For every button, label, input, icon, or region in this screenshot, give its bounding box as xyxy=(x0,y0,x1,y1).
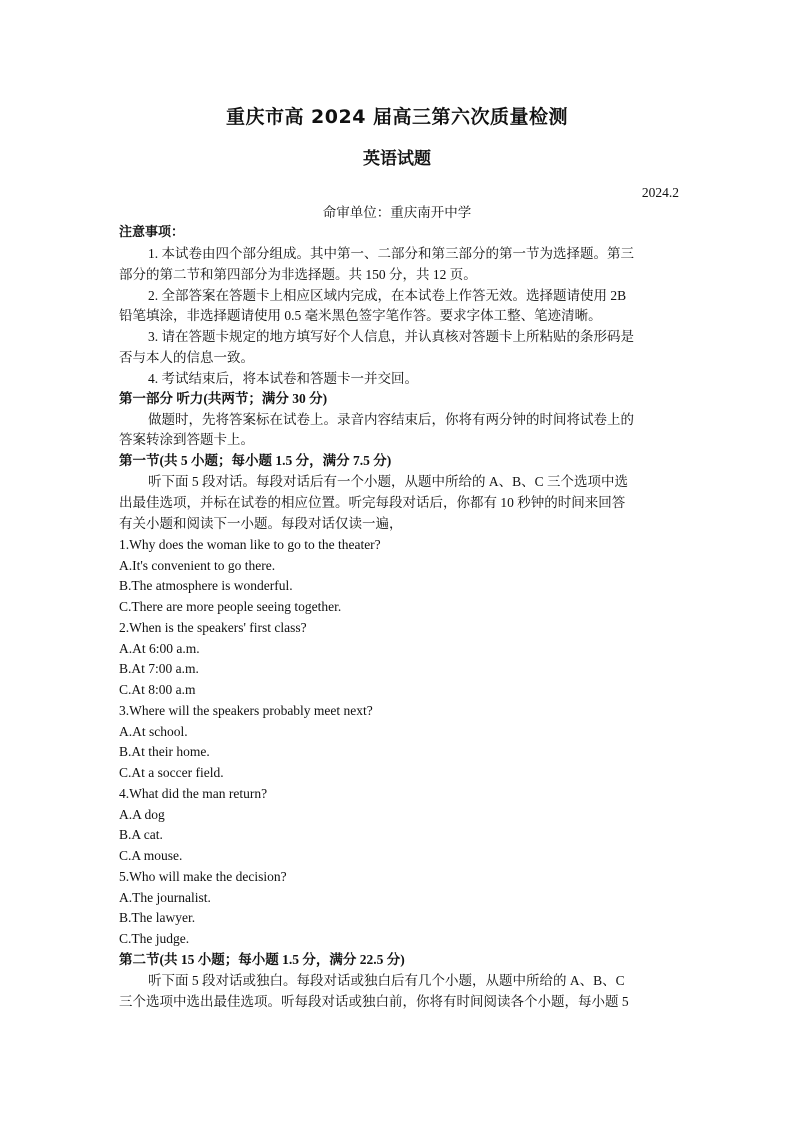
note-1-line-2: 部分的第二节和第四部分为非选择题。共 150 分，共 12 页。 xyxy=(119,267,477,282)
question-5: 5.Who will make the decision? xyxy=(119,869,287,884)
question-2: 2.When is the speakers' first class? xyxy=(119,620,307,635)
question-5-option-b: B.The lawyer. xyxy=(119,910,196,925)
section1-heading: 第一节(共 5 小题；每小题 1.5 分，满分 7.5 分) xyxy=(119,453,392,468)
note-2-line-2: 铅笔填涂，非选择题请使用 0.5 毫米黑色签字笔作答。要求字体工整、笔迹清晰。 xyxy=(119,308,602,323)
question-5-option-c: C.The judge. xyxy=(119,931,190,946)
question-3-option-b: B.At their home. xyxy=(119,744,210,759)
part1-heading: 第一部分 听力(共两节；满分 30 分) xyxy=(119,391,328,406)
note-2-line-1: 2. 全部答案在答题卡上相应区域内完成，在本试卷上作答无效。选择题请使用 2B xyxy=(148,288,627,303)
note-4: 4. 考试结束后，将本试卷和答题卡一并交回。 xyxy=(148,371,418,386)
notes-heading: 注意事项： xyxy=(119,225,185,240)
question-2-option-c: C.At 8:00 a.m xyxy=(119,682,196,697)
question-3-option-a: A.At school. xyxy=(119,724,188,739)
question-1-option-a: A.It's convenient to go there. xyxy=(119,558,276,573)
part1-intro-line-1: 做题时，先将答案标在试卷上。录音内容结束后，你将有两分钟的时间将试卷上的 xyxy=(148,412,634,427)
section1-intro-line-1: 听下面 5 段对话。每段对话后有一个小题，从题中所给的 A、B、C 三个选项中选 xyxy=(148,474,629,489)
question-1: 1.Why does the woman like to go to the theater? xyxy=(119,537,381,552)
section2-heading: 第二节(共 15 小题；每小题 1.5 分，满分 22.5 分) xyxy=(119,952,405,967)
question-2-option-b: B.At 7:00 a.m. xyxy=(119,661,199,676)
question-4-option-c: C.A mouse. xyxy=(119,848,183,863)
question-4: 4.What did the man return? xyxy=(119,786,268,801)
section2-intro-line-1: 听下面 5 段对话或独白。每段对话或独白后有几个小题，从题中所给的 A、B、C xyxy=(148,973,625,988)
question-3: 3.Where will the speakers probably meet next? xyxy=(119,703,373,718)
section1-intro-line-3: 有关小题和阅读下一小题。每段对话仅读一遍， xyxy=(119,516,403,531)
author-line: 命审单位：重庆南开中学 xyxy=(322,205,472,220)
page-title: 重庆市高 2024 届高三第六次质量检测 xyxy=(225,106,569,128)
question-1-option-c: C.There are more people seeing together. xyxy=(119,599,342,614)
note-3-line-1: 3. 请在答题卡规定的地方填写好个人信息，并认真核对答题卡上所粘贴的条形码是 xyxy=(148,329,634,344)
question-1-option-b: B.The atmosphere is wonderful. xyxy=(119,578,293,593)
note-1-line-1: 1. 本试卷由四个部分组成。其中第一、二部分和第三部分的第一节为选择题。第三 xyxy=(148,246,634,261)
page-subtitle: 英语试题 xyxy=(363,149,431,169)
exam-date: 2024.2 xyxy=(641,185,679,200)
note-3-line-2: 否与本人的信息一致。 xyxy=(119,350,254,365)
question-2-option-a: A.At 6:00 a.m. xyxy=(119,641,200,656)
question-3-option-c: C.At a soccer field. xyxy=(119,765,224,780)
question-4-option-b: B.A cat. xyxy=(119,827,163,842)
question-4-option-a: A.A dog xyxy=(119,807,165,822)
section2-intro-line-2: 三个选项中选出最佳选项。听每段对话或独白前，你将有时间阅读各个小题，每小题 5 xyxy=(119,994,629,1009)
section1-intro-line-2: 出最佳选项，并标在试卷的相应位置。听完每段对话后，你都有 10 秒钟的时间来回答 xyxy=(119,495,626,510)
question-5-option-a: A.The journalist. xyxy=(119,890,211,905)
part1-intro-line-2: 答案转涂到答题卡上。 xyxy=(119,432,254,447)
